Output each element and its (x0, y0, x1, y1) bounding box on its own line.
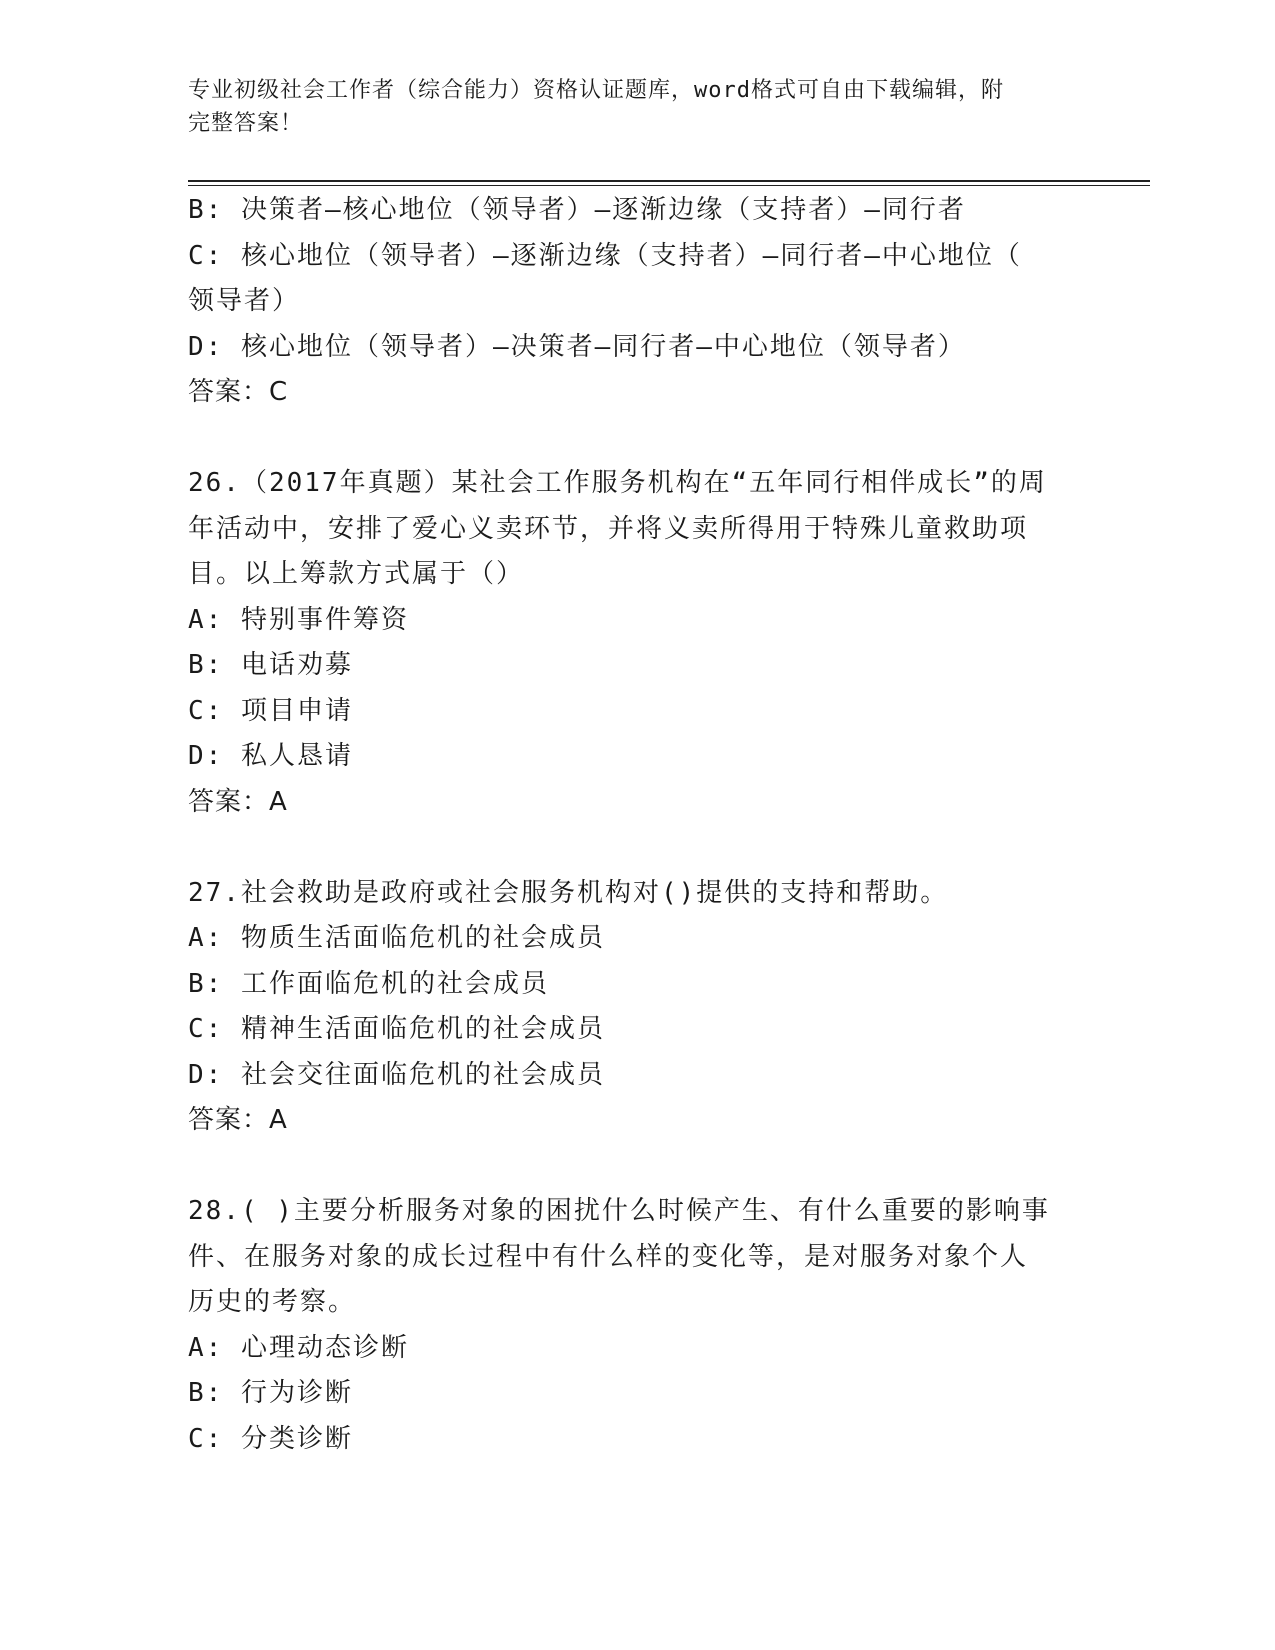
spacer (188, 825, 1088, 871)
question-stem: 27.社会救助是政府或社会服务机构对()提供的支持和帮助。 (188, 877, 949, 908)
option-b: B: 电话劝募 (188, 650, 353, 680)
question-28 (188, 1189, 1088, 1462)
question-26 (188, 461, 1088, 825)
question-content (188, 188, 1088, 1462)
header-divider-thick (188, 180, 1150, 182)
document-header (188, 74, 1068, 140)
question-27 (188, 871, 1088, 1144)
spacer (188, 416, 1088, 462)
option-b: B: 行为诊断 (188, 1378, 353, 1408)
option-a: A: 心理动态诊断 (188, 1332, 409, 1363)
option-c: C: 精神生活面临危机的社会成员 (188, 1014, 605, 1044)
option-d: D: 核心地位（领导者）—决策者—同行者—中心地位（领导者） (188, 331, 966, 362)
spacer (188, 1144, 1088, 1190)
answer: 答案：A (188, 786, 288, 817)
continued-question (188, 188, 1088, 416)
question-stem: 28.( )主要分析服务对象的困扰什么时候产生、有什么重要的影响事 (188, 1196, 1050, 1226)
option-c-continued: 领导者） (188, 286, 301, 316)
option-c: C: 核心地位（领导者）—逐渐边缘（支持者）—同行者—中心地位（ (188, 240, 1022, 271)
answer: 答案：A (188, 1105, 288, 1135)
option-a: A: 特别事件筹资 (188, 604, 409, 635)
option-d: D: 社会交往面临危机的社会成员 (188, 1059, 605, 1090)
option-c: C: 项目申请 (188, 695, 353, 726)
option-b: B: 决策者—核心地位（领导者）—逐渐边缘（支持者）—同行者 (188, 195, 966, 225)
header-title-line-1: 专业初级社会工作者（综合能力）资格认证题库，word格式可自由下载编辑，附 (188, 78, 1004, 103)
option-c: C: 分类诊断 (188, 1423, 353, 1454)
option-b: B: 工作面临危机的社会成员 (188, 968, 549, 999)
question-stem-continued: 历史的考察。 (188, 1287, 357, 1317)
question-stem-continued: 件、在服务对象的成长过程中有什么样的变化等，是对服务对象个人 (188, 1241, 1029, 1272)
header-title-line-2: 完整答案！ (188, 111, 304, 136)
question-stem-continued: 目。以上筹款方式属于（） (188, 559, 525, 589)
answer: 答案：C (188, 377, 289, 407)
header-divider-thin (188, 185, 1150, 186)
option-d: D: 私人恳请 (188, 741, 353, 771)
question-stem: 26.（2017年真题）某社会工作服务机构在“五年同行相伴成长”的周 (188, 468, 1047, 498)
question-stem-continued: 年活动中，安排了爱心义卖环节，并将义卖所得用于特殊儿童救助项 (188, 513, 1029, 544)
option-a: A: 物质生活面临危机的社会成员 (188, 923, 605, 953)
